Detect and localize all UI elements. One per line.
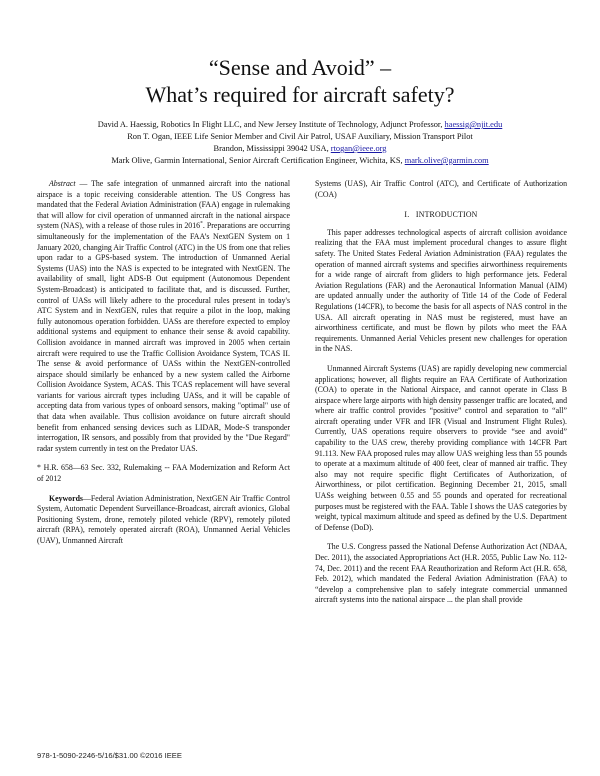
keywords-body: —Federal Aviation Administration, NextGEN Air Traffic Control System, Automatic Dependent Surveillance-Broadcast, aircraft avionics, Global Positioning System, drone, remotely piloted vehicle (RPV), remotely piloted aircraft (RPA), remotely operated aircraft (ROA), Unmanned Aerial Vehicles (UAV), Unmanned Aircraft	[37, 493, 290, 545]
left-column	[37, 179, 290, 547]
author-line-1	[20, 119, 580, 131]
section-title-first-letter: I	[415, 210, 419, 220]
author-3-affiliation: Mark Olive, Garmin International, Senior Aircraft Certification Engineer, Wichita, KS,	[111, 156, 403, 165]
intro-paragraph-2: Unmanned Aircraft Systems (UAS) are rapidly developing new commercial applications; however, all flights require an FAA Certificate of Authorization (COA) to operate in the National Airspace, and cannot operate in Class B airspace where large airports with high density passenger traffic are located, and where air traffic control provides “positive” control and separation to “all” aircraft operating under VFR and IFR (Visual and Instrument Flight Rules). Currently, UAS operations require observers to provide “see and avoid” capability to the UAS crew, thereby providing compliance with 14CFR Part 91.113. New FAA proposed rules may allow UAS weighing less than 55 pounds to operate at a maximum altitude of 400 feet, clear of manned air traffic. They also may not require specific flight Certificates of Authorization, of Airworthiness, or pilot certification. Beginning December 21, 2015, small UASs weighing between 0.55 and 55 pounds and operated for recreational purposes must be registered with the FAA. Table I shows the UAS categories by weight, typical maximum altitude and speed as defined by the U.S. Department of Defense (DoD).	[315, 363, 567, 532]
right-column	[315, 179, 567, 606]
author-1-email-link[interactable]: haessig@njit.edu	[444, 120, 503, 129]
keywords-paragraph	[37, 494, 290, 547]
author-1-affiliation: David A. Haessig, Robotics In Flight LLC, and New Jersey Institute of Technology, Adjunct Professor,	[97, 120, 443, 129]
abstract-label: Abstract	[49, 179, 76, 188]
author-line-2: Ron T. Ogan, IEEE Life Senior Member and Civil Air Patrol, USAF Auxiliary, Mission Transport Pilot	[127, 132, 473, 141]
keywords-continued: Systems (UAS), Air Traffic Control (ATC), and Certificate of Authorization (COA)	[315, 179, 567, 199]
copyright-notice: 978-1-5090-2246-5/16/$31.00 ©2016 IEEE	[37, 751, 182, 760]
intro-paragraph-3: The U.S. Congress passed the National Defense Authorization Act (NDAA, Dec. 2011), the associated Appropriations Act (H.R. 2055, Public Law No. 112-74, Dec. 2011) and the recent FAA Reauthorization and Reform Act (H.R. 658, Feb. 2012), which mandated the Federal Aviation Administration (FAA) to “develop a comprehensive plan to safely integrate commercial unmanned aircraft systems into the national airspace ... the plan shall provide	[315, 542, 567, 605]
footnote: * H.R. 658—63 Sec. 332, Rulemaking -- FAA Modernization and Reform Act of 2012	[37, 463, 290, 484]
abstract-body: — The safe integration of unmanned aircraft into the national airspace is a topic receiving considerable attention. The US Congress has mandated that the Federal Aviation Administration (FAA) engage in rulemaking that will allow for civil operation of unmanned aircraft in the national airspace system (NAS), with a release of those rules in 2016	[37, 179, 290, 231]
paper-title-line-2: What’s required for aircraft safety?	[145, 82, 455, 107]
section-heading-introduction	[315, 210, 567, 221]
section-title-rest: NTRODUCTION	[418, 210, 478, 220]
author-3-email-link[interactable]: mark.olive@garmin.com	[404, 156, 489, 165]
keywords-label: Keywords	[49, 493, 83, 503]
author-2-address: Brandon, Mississippi 39042 USA,	[213, 144, 329, 153]
author-line-3	[20, 143, 580, 155]
intro-paragraph-1: This paper addresses technological aspects of aircraft collision avoidance realizing that the FAA must implement procedural changes to assure flight safety. The United States Federal Aviation Administration (FAA) regulates the operation of manned aircraft systems and specifies airworthiness requirements for a wide range of aircraft from gliders to high performance jets. Federal Aviation Regulations (FAR) and the Aeronautical Information Manual (AIM) are updated annually under the authority of Title 14 of the Code of Federal Regulations (14CFR), to become the basis for all aspects of NAS control in the USA. All aircraft operating in NAS must be registered, must have an airworthiness certificate, and must be flown by pilots who meet the FAA requirements. Unmanned Aerial Vehicles present new challenges for operation in the NAS.	[315, 227, 567, 354]
abstract-body-cont: . Preparations are occurring simultaneously for the implementation of the FAA’s NextGEN System on 1 January 2020, changing Air Traffic Control (ATC) in the US from one that relies upon radar to a GPS-based system. The introduction of Unmanned Aerial Systems (UAS) into the NAS is expected to be integrated with NextGEN. The availability of small, light ADS-B Out equipment (Autonomous Dependent System-Broadcast) is anticipated to facilitate that, and is discussed. Further, control of UASs will likely adhere to the procedural rules present in today's ATC System and in NextGEN, rules that require a pilot in the loop, making fully autonomous operation forbidden. UASs are therefore expected to employ additional systems and equipment to enhance their sense & avoid capability. Collision avoidance in manned aircraft was improved in 2005 when certain aircraft were required to use the Traffic Collision Avoidance System, TCAS II. The sense & avoid performance of UASs within the NextGEN-controlled airspace should similarly be enhanced by a new system called the Airborne Collision Avoidance System, ACAS. This TCAS replacement will have several variants for various aircraft types including UASs, and it will be capable of accepting data from various types of onboard sensors, making "optimal" use of that data when available. Thus collision avoidance on future aircraft should benefit from enhanced sensing devices such as LIDAR, Mode-S transponder interrogation, IR sensors, and possibly from that provided by the "Due Regard" radar system currently in test on the Predator UAS.	[37, 221, 290, 453]
author-line-4	[20, 155, 580, 167]
abstract-footnote-marker: *	[200, 220, 203, 227]
abstract-paragraph	[37, 179, 290, 454]
paper-title-line-1: “Sense and Avoid” –	[208, 55, 392, 80]
author-2-email-link[interactable]: rtogan@ieee.org	[330, 144, 387, 153]
section-number: I.	[404, 210, 410, 220]
